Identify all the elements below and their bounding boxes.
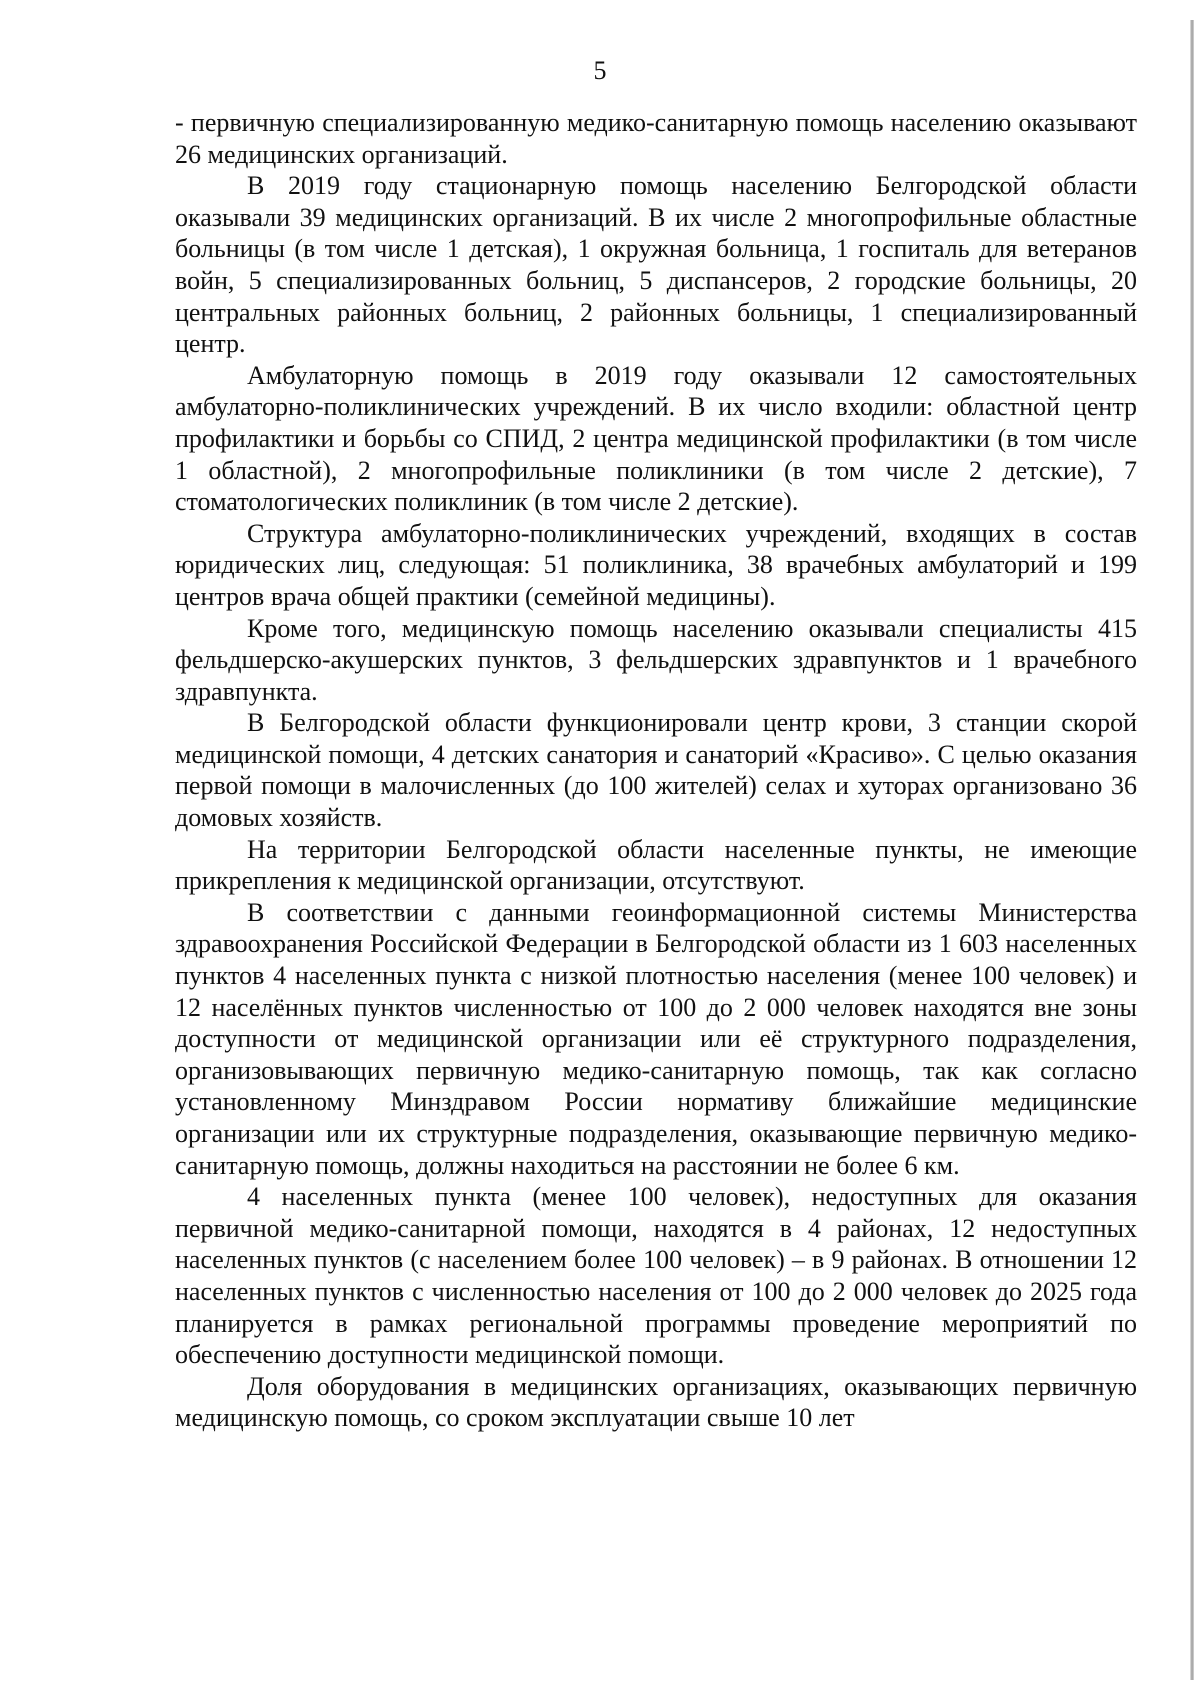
paragraph-inaccessible-settlements: 4 населенных пункта (менее 100 человек), недоступных для оказания первичной медико-санитарной помощи, находятся в 4 районах, 12 недоступных населенных пунктов (с населением более 100 человек) – в 9 районах. В отношении 12 населенных пунктов с численностью населения от 100 до 2 000 человек до 2025 года планируется в рамках региональной программы проведение мероприятий по обеспечению доступности медицинской помощи.: [175, 1182, 1137, 1370]
paragraph-equipment-share: Доля оборудования в медицинских организациях, оказывающих первичную медицинскую помощь, со сроком эксплуатации свыше 10 лет: [175, 1371, 1137, 1433]
paragraph-settlements-attached: На территории Белгородской области населенные пункты, не имеющие прикрепления к медицинской организации, отсутствуют.: [175, 834, 1137, 896]
document-body: [175, 107, 1137, 1434]
page-number: 5: [593, 56, 607, 85]
paragraph-primary-care: - первичную специализированную медико-санитарную помощь населению оказывают 26 медицинских организаций.: [175, 108, 1137, 169]
paragraph-outpatient-structure: Структура амбулаторно-поликлинических учреждений, входящих в состав юридических лиц, следующая: 51 поликлиника, 38 врачебных амбулаторий и 199 центров врача общей практики (семейной медицины).: [175, 518, 1137, 611]
paragraph-blood-center: В Белгородской области функционировали центр крови, 3 станции скорой медицинской помощи, 4 детских санатория и санаторий «Красиво». С целью оказания первой помощи в малочисленных (до 100 жителей) селах и хуторах организовано 36 домовых хозяйств.: [175, 708, 1137, 833]
paragraph-feldsher-points: Кроме того, медицинскую помощь населению оказывали специалисты 415 фельдшерско-акушерских пунктов, 3 фельдшерских здравпунктов и 1 врачебного здравпункта.: [175, 613, 1137, 706]
paragraph-geoinformation-system: В соответствии с данными геоинформационной системы Министерства здравоохранения Российской Федерации в Белгородской области из 1 603 населенных пунктов 4 населенных пункта с низкой плотностью населения (менее 100 человек) и 12 населённых пунктов численностью от 100 до 2 000 человек находятся вне зоны доступности от медицинской организации или её структурного подразделения, организовывающих первичную медико-санитарную помощь, так как согласно установленному Минздравом России нормативу ближайшие медицинские организации или их структурные подразделения, оказывающие первичную медико-санитарную помощь, должны находиться на расстоянии не более 6 км.: [175, 897, 1137, 1180]
paragraph-inpatient-care: В 2019 году стационарную помощь населению Белгородской области оказывали 39 медицинских организаций. В их числе 2 многопрофильные областные больницы (в том числе 1 детская), 1 окружная больница, 1 госпиталь для ветеранов войн, 5 специализированных больниц, 5 диспансеров, 2 городские больницы, 20 центральных районных больниц, 2 районных больницы, 1 специализированный центр.: [175, 171, 1137, 359]
scan-edge-shadow: [1190, 20, 1194, 1680]
paragraph-outpatient-care: Амбулаторную помощь в 2019 году оказывали 12 самостоятельных амбулаторно-поликлинических учреждений. В их число входили: областной центр профилактики и борьбы со СПИД, 2 центра медицинской профилактики (в том числе 1 областной), 2 многопрофильные поликлиники (в том числе 2 детские), 7 стоматологических поликлиник (в том числе 2 детские).: [175, 360, 1137, 517]
